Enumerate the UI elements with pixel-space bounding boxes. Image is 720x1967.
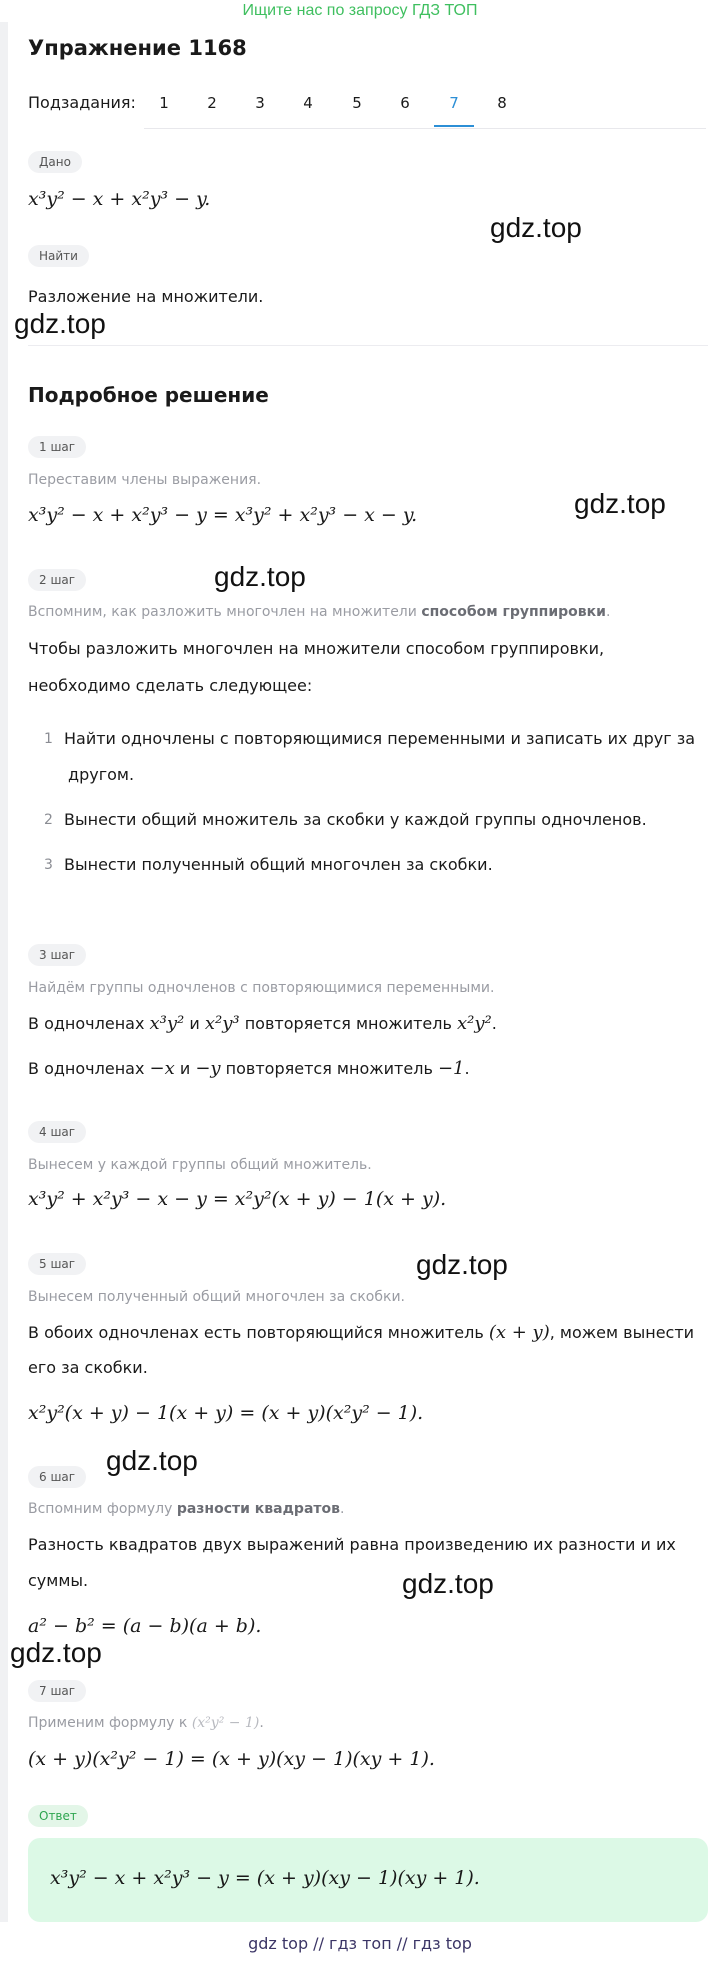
- watermark: gdz.top: [106, 1445, 198, 1476]
- text-run: .: [464, 1059, 470, 1078]
- step-2-hint-bold: способом группировки: [421, 604, 606, 620]
- step-6-para-line-2: суммы.: [28, 1571, 89, 1590]
- step-6-chip: 6 шаг: [28, 1466, 86, 1488]
- step-2-para-line-1: Чтобы разложить многочлен на множители способом группировки,: [28, 639, 605, 658]
- section-divider: [28, 345, 708, 346]
- text-run: , можем вынести: [549, 1323, 695, 1342]
- step-1-expression: x³y² − x + x²y³ − y = x³y² + x²y³ − x − y.: [28, 504, 418, 526]
- step-6-para-line-1: Разность квадратов двух выражений равна произведению их разности и их: [28, 1535, 676, 1554]
- step-1-hint: Переставим члены выражения.: [28, 472, 262, 488]
- tab-7[interactable]: 7: [449, 94, 459, 112]
- text-run: повторяется множитель: [239, 1014, 457, 1033]
- watermark: gdz.top: [10, 1637, 102, 1668]
- step-4-hint: Вынесем у каждой группы общий множитель.: [28, 1157, 372, 1173]
- step-5-expression: x²y²(x + y) − 1(x + y) = (x + y)(x²y² − 1).: [28, 1402, 424, 1424]
- subtask-tabs: [144, 82, 706, 129]
- watermark: gdz.top: [574, 488, 666, 519]
- step-2-hint-end: .: [605, 604, 611, 620]
- step-5-para-line-2: его за скобки.: [28, 1358, 148, 1377]
- step-3-line-1: [28, 1013, 497, 1034]
- watermark: gdz.top: [214, 561, 306, 592]
- list-item-1-line-1: Найти одночлены с повторяющимися переменными и записать их друг за: [64, 729, 696, 748]
- step-2-hint-text: Вспомним, как разложить многочлен на множители: [28, 604, 422, 620]
- step-2-chip: 2 шаг: [28, 569, 86, 591]
- step-6-hint: [28, 1501, 344, 1517]
- text-run: В обоих одночленах есть повторяющийся множитель: [28, 1323, 489, 1342]
- page-title: Упражнение 1168: [28, 36, 247, 60]
- math-inline: x³y²: [149, 1013, 185, 1034]
- footer-links[interactable]: gdz top // гдз топ // гдз top: [248, 1934, 472, 1953]
- step-5-hint: Вынесем полученный общий многочлен за скобки.: [28, 1289, 405, 1305]
- step-7-hint: [28, 1715, 264, 1731]
- watermark: gdz.top: [416, 1249, 508, 1280]
- step-4-expression: x³y² + x²y³ − x − y = x²y²(x + y) − 1(x + y).: [28, 1188, 447, 1210]
- subtasks-label: Подзадания:: [28, 93, 136, 112]
- tab-1[interactable]: 1: [159, 94, 169, 112]
- search-banner[interactable]: Ищите нас по запросу ГДЗ ТОП: [242, 2, 478, 19]
- tab-2[interactable]: 2: [207, 94, 217, 112]
- list-item-3: Вынести полученный общий многочлен за скобки.: [64, 855, 493, 874]
- step-3-hint: Найдём группы одночленов с повторяющимися переменными.: [28, 980, 495, 996]
- list-number: 3: [44, 857, 53, 873]
- step-6-hint-end: .: [339, 1501, 345, 1517]
- find-text: Разложение на множители.: [28, 287, 264, 306]
- watermark: gdz.top: [14, 308, 106, 339]
- step-4-chip: 4 шаг: [28, 1121, 86, 1143]
- text-run: В одночленах: [28, 1059, 150, 1078]
- text-run: повторяется множитель: [220, 1059, 438, 1078]
- find-chip: Найти: [28, 245, 89, 267]
- step-7-expression: (x + y)(x²y² − 1) = (x + y)(xy − 1)(xy + 1).: [28, 1748, 435, 1770]
- math-inline: x²y³: [204, 1013, 240, 1034]
- step-5-para-line-1: [28, 1322, 694, 1343]
- solution-title: Подробное решение: [28, 383, 269, 407]
- text-run: В одночленах: [28, 1014, 150, 1033]
- text-run: .: [491, 1014, 497, 1033]
- list-item-1-line-2: другом.: [68, 765, 135, 784]
- math-inline: −x: [149, 1058, 175, 1079]
- answer-chip: Ответ: [28, 1805, 88, 1827]
- math-inline: −y: [195, 1058, 221, 1079]
- step-1-chip: 1 шаг: [28, 436, 86, 458]
- step-3-chip: 3 шаг: [28, 944, 86, 966]
- watermark: gdz.top: [402, 1568, 494, 1599]
- tab-8[interactable]: 8: [497, 94, 507, 112]
- tab-3[interactable]: 3: [255, 94, 265, 112]
- list-item-2: Вынести общий множитель за скобки у каждой группы одночленов.: [64, 810, 647, 829]
- tab-6[interactable]: 6: [400, 94, 410, 112]
- step-2-para-line-2: необходимо сделать следующее:: [28, 676, 313, 695]
- step-6-expression: a² − b² = (a − b)(a + b).: [28, 1615, 262, 1637]
- step-6-hint-text: Вспомним формулу: [28, 1501, 177, 1517]
- text-run: и: [174, 1059, 196, 1078]
- math-inline: (x + y): [488, 1322, 550, 1343]
- math-inline: −1: [437, 1058, 465, 1079]
- given-expression: x³y² − x + x²y³ − y.: [28, 188, 211, 210]
- watermark: gdz.top: [490, 212, 582, 243]
- step-7-hint-end: .: [259, 1715, 264, 1731]
- step-7-hint-math: (x²y² − 1): [191, 1715, 260, 1731]
- step-7-chip: 7 шаг: [28, 1680, 86, 1702]
- tab-5[interactable]: 5: [352, 94, 362, 112]
- math-inline: x²y²: [457, 1013, 492, 1034]
- step-7-hint-text: Применим формулу к: [28, 1715, 192, 1731]
- step-2-hint: [28, 604, 610, 620]
- given-chip: Дано: [28, 151, 82, 173]
- tab-4[interactable]: 4: [303, 94, 313, 112]
- text-run: и: [184, 1014, 205, 1033]
- step-3-line-2: [28, 1058, 470, 1079]
- list-number: 2: [44, 812, 53, 828]
- step-6-hint-bold: разности квадратов: [176, 1501, 340, 1517]
- list-number: 1: [44, 731, 53, 747]
- answer-expression: x³y² − x + x²y³ − y = (x + y)(xy − 1)(xy + 1).: [50, 1867, 480, 1889]
- step-5-chip: 5 шаг: [28, 1253, 86, 1275]
- active-tab-indicator: [434, 125, 474, 127]
